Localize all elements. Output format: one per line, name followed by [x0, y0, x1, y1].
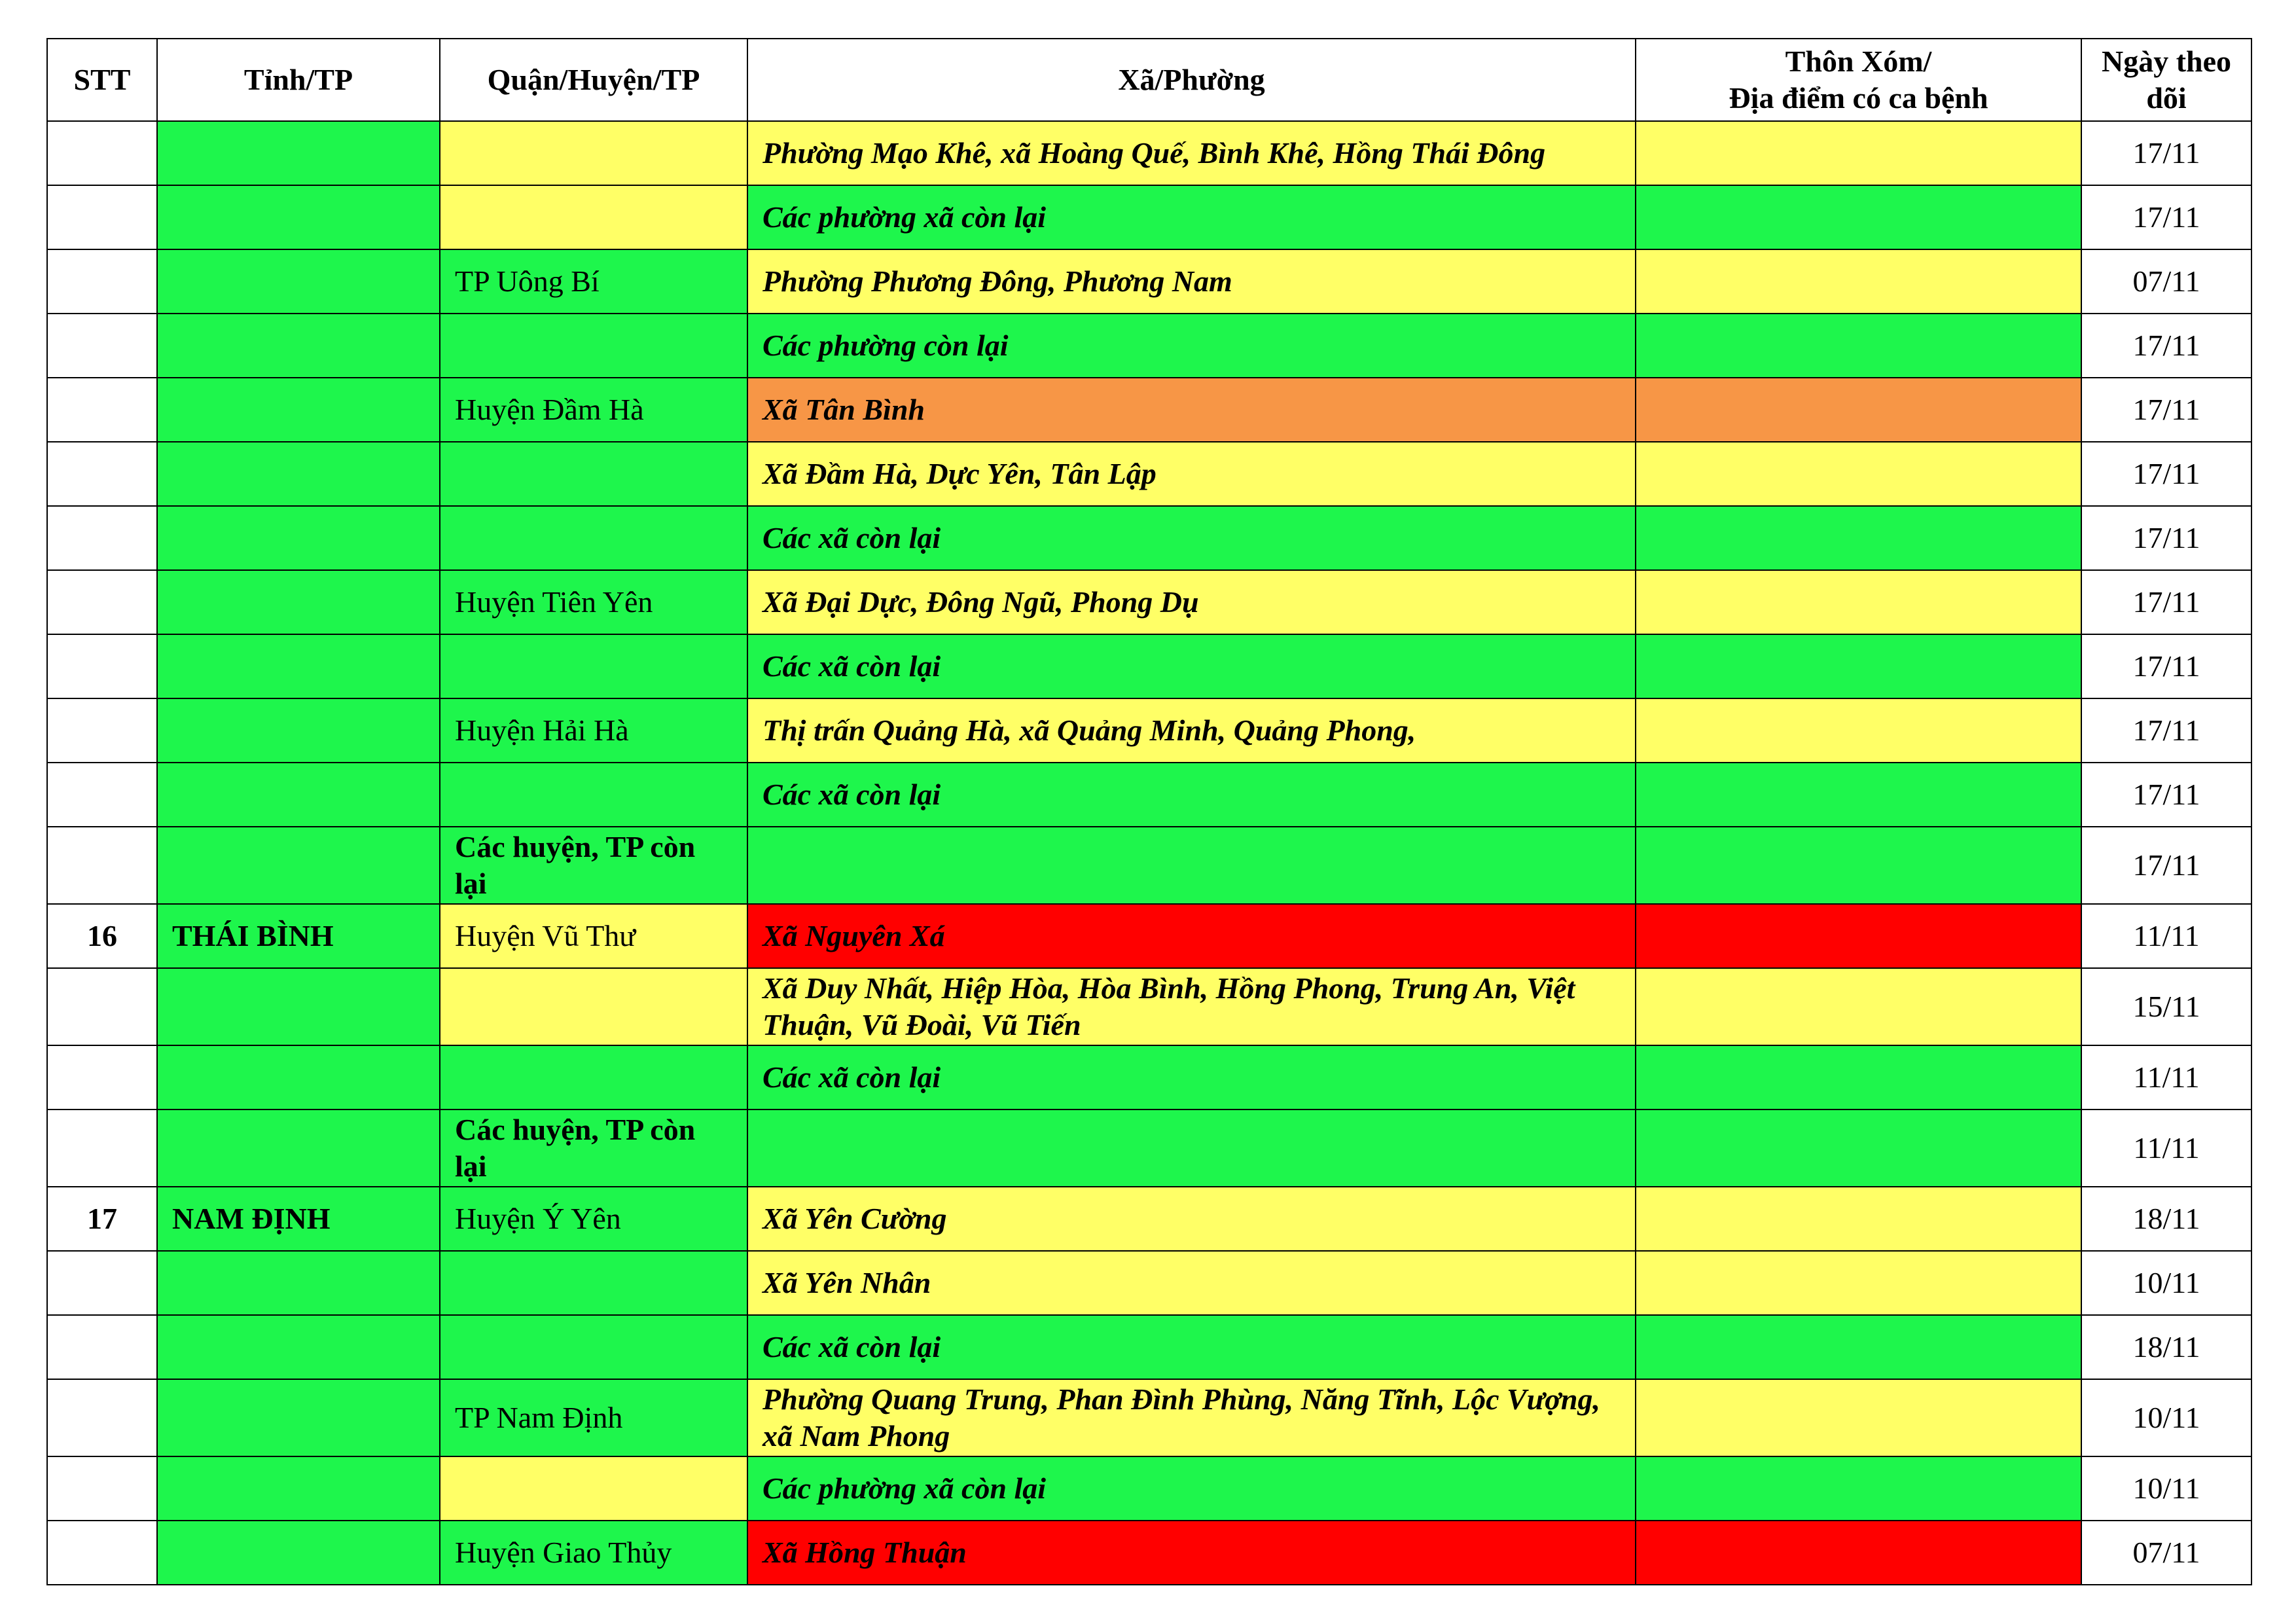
row-ward-cell: Xã Nguyên Xá: [747, 904, 1636, 968]
row-village-cell: [1636, 570, 2081, 634]
row-province-cell: THÁI BÌNH: [157, 904, 440, 968]
table-row: [47, 314, 2251, 378]
row-stt-cell: 16: [47, 904, 157, 968]
row-ward-cell: Xã Duy Nhất, Hiệp Hòa, Hòa Bình, Hồng Phong, Trung An, Việt Thuận, Vũ Đoài, Vũ Tiến: [747, 968, 1636, 1045]
row-ward-cell: Phường Mạo Khê, xã Hoàng Quế, Bình Khê, Hồng Thái Đông: [747, 121, 1636, 185]
row-village-cell: [1636, 1110, 2081, 1187]
row-stt-cell: [47, 634, 157, 698]
row-date-cell: 17/11: [2081, 570, 2251, 634]
row-date-cell: 18/11: [2081, 1187, 2251, 1251]
row-date-cell: 17/11: [2081, 506, 2251, 570]
row-ward-cell: Các xã còn lại: [747, 506, 1636, 570]
row-district-cell: [440, 634, 747, 698]
row-stt-cell: [47, 570, 157, 634]
row-ward-cell: Xã Hồng Thuận: [747, 1521, 1636, 1585]
row-district-cell: Huyện Hải Hà: [440, 698, 747, 763]
row-stt-cell: [47, 763, 157, 827]
row-district-cell: Huyện Vũ Thư: [440, 904, 747, 968]
header-village-line1: Thôn Xóm/: [1785, 45, 1932, 78]
row-date-cell: 10/11: [2081, 1456, 2251, 1521]
table-row: [47, 121, 2251, 185]
row-district-cell: TP Nam Định: [440, 1379, 747, 1456]
header-date: [2081, 39, 2251, 121]
table-row: [47, 904, 2251, 968]
row-date-cell: 17/11: [2081, 698, 2251, 763]
table-row: [47, 249, 2251, 314]
row-village-cell: [1636, 763, 2081, 827]
row-village-cell: [1636, 1521, 2081, 1585]
row-ward-cell: Thị trấn Quảng Hà, xã Quảng Minh, Quảng Phong,: [747, 698, 1636, 763]
row-district-cell: Huyện Giao Thủy: [440, 1521, 747, 1585]
row-ward-cell: Xã Đại Dực, Đông Ngũ, Phong Dụ: [747, 570, 1636, 634]
row-district-cell: Huyện Đầm Hà: [440, 378, 747, 442]
row-district-cell: [440, 763, 747, 827]
row-date-cell: 17/11: [2081, 763, 2251, 827]
row-province-cell: [157, 1456, 440, 1521]
row-village-cell: [1636, 698, 2081, 763]
table-row: [47, 827, 2251, 904]
table-row: [47, 1456, 2251, 1521]
row-province-cell: [157, 1251, 440, 1315]
row-province-cell: [157, 442, 440, 506]
row-stt-cell: [47, 249, 157, 314]
row-stt-cell: [47, 378, 157, 442]
row-province-cell: [157, 968, 440, 1045]
header-ward: Xã/Phường: [747, 39, 1636, 121]
row-village-cell: [1636, 1187, 2081, 1251]
row-stt-cell: [47, 1315, 157, 1379]
row-province-cell: [157, 570, 440, 634]
row-ward-cell: Xã Yên Nhân: [747, 1251, 1636, 1315]
row-village-cell: [1636, 1315, 2081, 1379]
table-row: [47, 763, 2251, 827]
row-date-cell: 15/11: [2081, 968, 2251, 1045]
row-date-cell: 10/11: [2081, 1379, 2251, 1456]
header-stt: STT: [47, 39, 157, 121]
row-district-cell: [440, 1045, 747, 1110]
row-district-cell: Huyện Tiên Yên: [440, 570, 747, 634]
row-date-cell: 07/11: [2081, 1521, 2251, 1585]
row-ward-cell: Các xã còn lại: [747, 763, 1636, 827]
row-district-cell: [440, 442, 747, 506]
row-ward-cell: [747, 827, 1636, 904]
row-ward-cell: Xã Tân Bình: [747, 378, 1636, 442]
row-district-cell: [440, 506, 747, 570]
row-district-cell: Các huyện, TP còn lại: [440, 827, 747, 904]
table-row: [47, 1315, 2251, 1379]
header-row: [47, 39, 2251, 121]
row-village-cell: [1636, 314, 2081, 378]
row-stt-cell: [47, 968, 157, 1045]
row-date-cell: 11/11: [2081, 1110, 2251, 1187]
table-row: [47, 1110, 2251, 1187]
row-province-cell: [157, 1521, 440, 1585]
row-village-cell: [1636, 1251, 2081, 1315]
row-date-cell: 17/11: [2081, 827, 2251, 904]
row-stt-cell: [47, 121, 157, 185]
row-district-cell: [440, 1251, 747, 1315]
row-ward-cell: Các phường xã còn lại: [747, 1456, 1636, 1521]
covid-zone-table: [46, 38, 2252, 1585]
row-district-cell: [440, 1456, 747, 1521]
row-ward-cell: [747, 1110, 1636, 1187]
row-province-cell: [157, 185, 440, 249]
table-row: [47, 968, 2251, 1045]
row-stt-cell: 17: [47, 1187, 157, 1251]
row-province-cell: [157, 506, 440, 570]
row-date-cell: 17/11: [2081, 185, 2251, 249]
row-district-cell: [440, 1315, 747, 1379]
row-village-cell: [1636, 904, 2081, 968]
row-stt-cell: [47, 442, 157, 506]
row-village-cell: [1636, 1045, 2081, 1110]
row-date-cell: 17/11: [2081, 634, 2251, 698]
row-stt-cell: [47, 1379, 157, 1456]
row-district-cell: TP Uông Bí: [440, 249, 747, 314]
row-stt-cell: [47, 698, 157, 763]
row-district-cell: [440, 121, 747, 185]
row-date-cell: 07/11: [2081, 249, 2251, 314]
row-stt-cell: [47, 185, 157, 249]
header-village: [1636, 39, 2081, 121]
row-village-cell: [1636, 185, 2081, 249]
row-district-cell: [440, 185, 747, 249]
row-district-cell: [440, 314, 747, 378]
table-row: [47, 570, 2251, 634]
row-stt-cell: [47, 1251, 157, 1315]
row-village-cell: [1636, 249, 2081, 314]
row-date-cell: 11/11: [2081, 1045, 2251, 1110]
table-row: [47, 442, 2251, 506]
table-row: [47, 1521, 2251, 1585]
row-ward-cell: Xã Yên Cường: [747, 1187, 1636, 1251]
table-row: [47, 1187, 2251, 1251]
header-province: Tỉnh/TP: [157, 39, 440, 121]
row-village-cell: [1636, 442, 2081, 506]
header-date-line1: Ngày theo: [2101, 45, 2232, 78]
row-stt-cell: [47, 1110, 157, 1187]
row-province-cell: [157, 763, 440, 827]
row-ward-cell: Các phường xã còn lại: [747, 185, 1636, 249]
row-date-cell: 17/11: [2081, 121, 2251, 185]
row-stt-cell: [47, 827, 157, 904]
row-province-cell: [157, 827, 440, 904]
table-row: [47, 1045, 2251, 1110]
row-province-cell: [157, 1379, 440, 1456]
row-date-cell: 10/11: [2081, 1251, 2251, 1315]
row-province-cell: [157, 1315, 440, 1379]
row-village-cell: [1636, 378, 2081, 442]
table-row: [47, 634, 2251, 698]
row-district-cell: Huyện Ý Yên: [440, 1187, 747, 1251]
row-ward-cell: Xã Đầm Hà, Dực Yên, Tân Lập: [747, 442, 1636, 506]
row-village-cell: [1636, 121, 2081, 185]
header-village-line2: Địa điểm có ca bệnh: [1729, 81, 1988, 115]
row-province-cell: [157, 698, 440, 763]
row-province-cell: [157, 378, 440, 442]
row-village-cell: [1636, 1379, 2081, 1456]
row-ward-cell: Phường Quang Trung, Phan Đình Phùng, Năng Tĩnh, Lộc Vượng, xã Nam Phong: [747, 1379, 1636, 1456]
row-date-cell: 17/11: [2081, 378, 2251, 442]
row-date-cell: 18/11: [2081, 1315, 2251, 1379]
row-village-cell: [1636, 1456, 2081, 1521]
row-stt-cell: [47, 1045, 157, 1110]
row-village-cell: [1636, 506, 2081, 570]
table-row: [47, 698, 2251, 763]
row-date-cell: 11/11: [2081, 904, 2251, 968]
table-row: [47, 1251, 2251, 1315]
row-province-cell: [157, 121, 440, 185]
row-stt-cell: [47, 1521, 157, 1585]
row-ward-cell: Các xã còn lại: [747, 634, 1636, 698]
row-ward-cell: Các xã còn lại: [747, 1045, 1636, 1110]
row-province-cell: [157, 1045, 440, 1110]
row-ward-cell: Các xã còn lại: [747, 1315, 1636, 1379]
row-ward-cell: Phường Phương Đông, Phương Nam: [747, 249, 1636, 314]
row-date-cell: 17/11: [2081, 442, 2251, 506]
row-province-cell: NAM ĐỊNH: [157, 1187, 440, 1251]
row-village-cell: [1636, 968, 2081, 1045]
table-row: [47, 378, 2251, 442]
row-village-cell: [1636, 634, 2081, 698]
header-district: Quận/Huyện/TP: [440, 39, 747, 121]
row-district-cell: [440, 968, 747, 1045]
row-stt-cell: [47, 1456, 157, 1521]
table-row: [47, 506, 2251, 570]
row-stt-cell: [47, 314, 157, 378]
row-province-cell: [157, 314, 440, 378]
row-ward-cell: Các phường còn lại: [747, 314, 1636, 378]
row-province-cell: [157, 1110, 440, 1187]
row-date-cell: 17/11: [2081, 314, 2251, 378]
table-row: [47, 1379, 2251, 1456]
header-date-line2: dõi: [2146, 81, 2187, 115]
row-stt-cell: [47, 506, 157, 570]
table-row: [47, 185, 2251, 249]
row-village-cell: [1636, 827, 2081, 904]
table-body: [47, 121, 2251, 1585]
row-district-cell: Các huyện, TP còn lại: [440, 1110, 747, 1187]
row-province-cell: [157, 249, 440, 314]
row-province-cell: [157, 634, 440, 698]
